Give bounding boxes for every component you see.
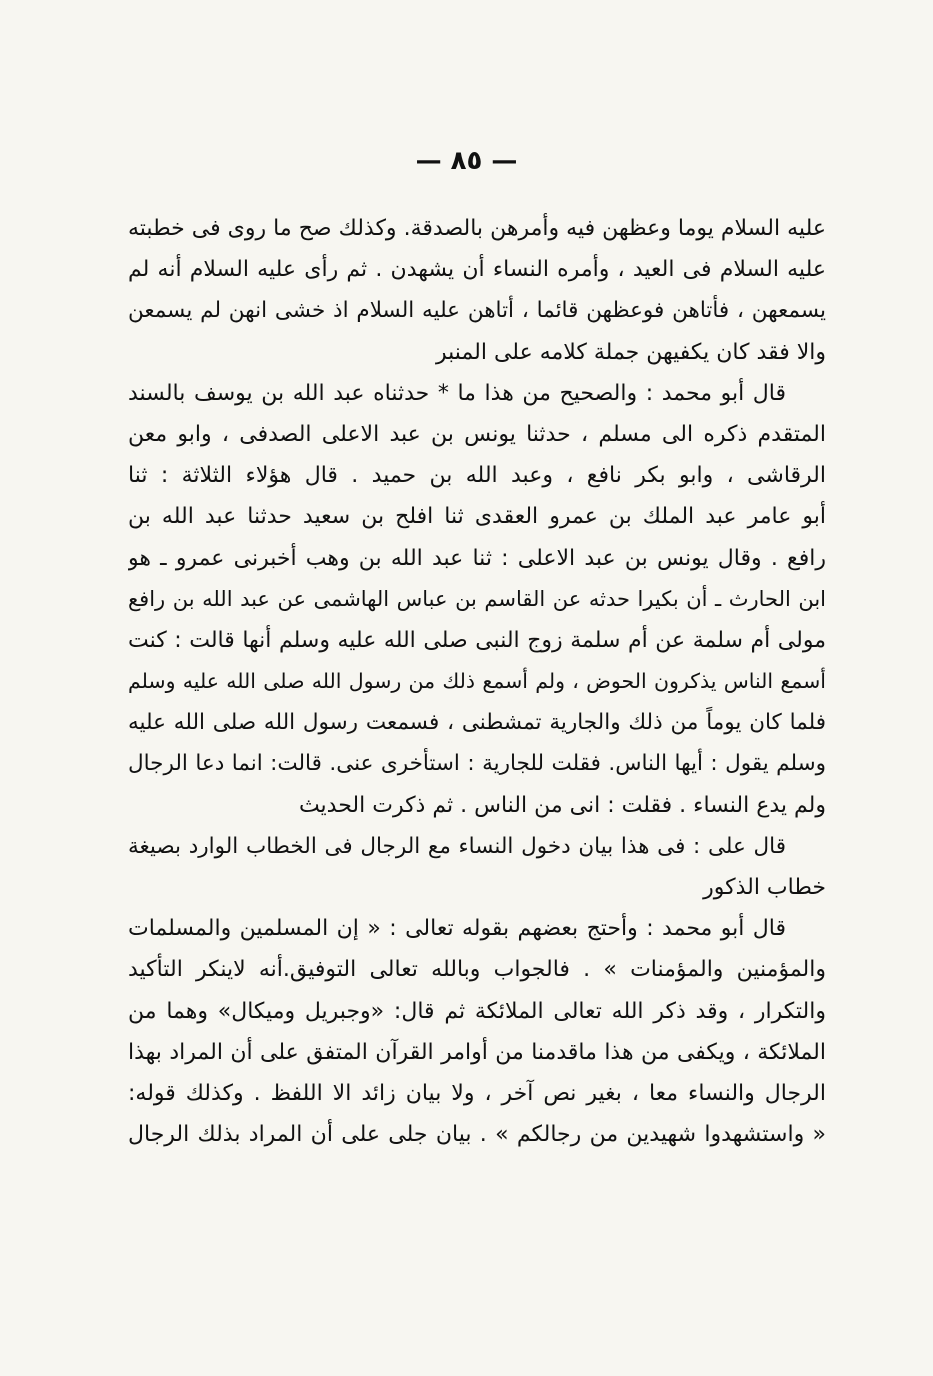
text-line: الرقاشى ، وابو بكر نافع ، وعبد الله بن حميد . قال هؤلاء الثلاثة : ثنا — [128, 463, 826, 489]
text-line: فلما كان يوماً من ذلك والجارية تمشطنى ، فسمعت رسول الله صلى الله عليه — [128, 710, 826, 736]
text-line: وسلم يقول : أيها الناس. فقلت للجارية : استأخرى عنى. قالت: انما دعا الرجال — [128, 751, 826, 777]
text-line: قال على : فى هذا بيان دخول النساء مع الرجال فى الخطاب الوارد بصيغة — [128, 833, 786, 859]
text-line: والتكرار ، وقد ذكر الله تعالى الملائكة ثم قال: «وجبريل وميكال» وهما من — [128, 998, 826, 1024]
text-line: قال أبو محمد : والصحيح من هذا ما * حدثناه عبد الله بن يوسف بالسند — [128, 380, 786, 406]
text-line: قال أبو محمد : وأحتج بعضهم بقوله تعالى : « إن المسلمين والمسلمات — [128, 916, 786, 942]
text-line: والا فقد كان يكفيهن جملة كلامه على المنبر — [436, 339, 826, 365]
text-line: المتقدم ذكره الى مسلم ، حدثنا يونس بن عبد الاعلى الصدفى ، وابو معن — [128, 421, 826, 447]
text-line: خطاب الذكور — [703, 875, 826, 900]
text-line: « واستشهدوا شهيدين من رجالكم » . بيان جلى على أن المراد بذلك الرجال — [128, 1122, 826, 1148]
text-line: يسمعهن ، فأتاهن فوعظهن قائما ، أتاهن عليه السلام اذ خشى انهن لم يسمعن — [128, 298, 826, 324]
text-line: رافع . وقال يونس بن عبد الاعلى : ثنا عبد الله بن وهب أخبرنى عمرو ـ هو — [128, 545, 826, 571]
page-number: — ٨٥ — — [415, 146, 518, 176]
text-line: عليه السلام يوما وعظهن فيه وأمرهن بالصدقة. وكذلك صح ما روى فى خطبته — [128, 216, 826, 241]
text-line: الملائكة ، ويكفى من هذا ماقدمنا من أوامر القرآن المتفق على أن المراد بهذا — [128, 1039, 826, 1065]
text-line: أبو عامر عبد الملك بن عمرو العقدى ثنا افلح بن سعيد حدثنا عبد الله بن — [128, 504, 826, 530]
text-line: مولى أم سلمة عن أم سلمة زوج النبى صلى الله عليه وسلم أنها قالت : كنت — [128, 627, 826, 653]
text-line: ولم يدع النساء . فقلت : انى من الناس . ثم ذكرت الحديث — [298, 792, 826, 818]
text-line: عليه السلام فى العيد ، وأمره النساء أن يشهدن . ثم رأى عليه السلام أنه لم — [128, 257, 826, 283]
body-text — [128, 208, 826, 1155]
text-line: أسمع الناس يذكرون الحوض ، ولم أسمع ذلك من رسول الله صلى الله عليه وسلم — [128, 669, 826, 694]
text-line: ابن الحارث ـ أن بكيرا حدثه عن القاسم بن عباس الهاشمى عن عبد الله بن رافع — [128, 586, 826, 611]
text-line: والمؤمنين والمؤمنات » . فالجواب وبالله تعالى التوفيق.أنه لاينكر التأكيد — [128, 957, 826, 983]
text-line: الرجال والنساء معا ، بغير نص آخر ، ولا بيان زائد الا اللفظ . وكذلك قوله: — [128, 1080, 826, 1106]
